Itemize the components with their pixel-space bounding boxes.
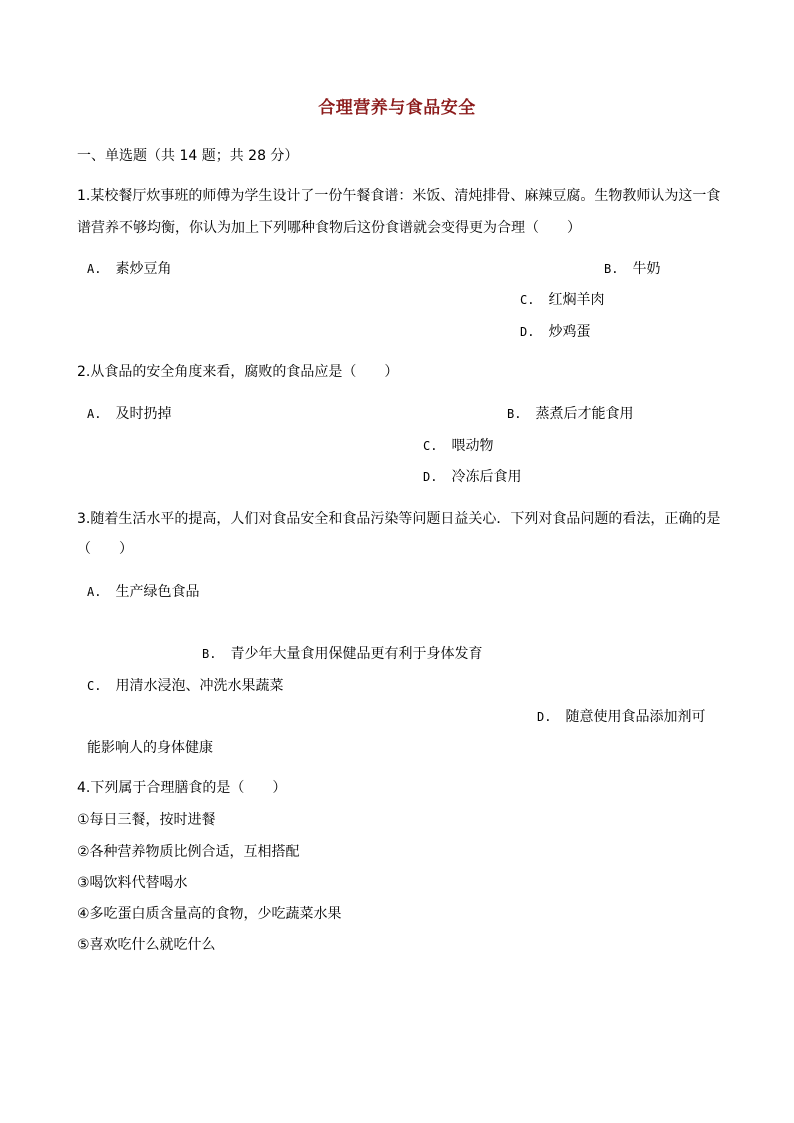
option-text: 及时扔掉	[115, 406, 172, 422]
option-text: 炒鸡蛋	[548, 324, 591, 340]
option-label: B.	[604, 262, 619, 276]
option-text: 用清水浸泡、冲洗水果蔬菜	[115, 678, 284, 694]
question-2-option-b[interactable]	[507, 404, 633, 424]
option-label: A.	[87, 407, 102, 421]
question-4-item-2: ②各种营养物质比例合适，互相搭配	[77, 844, 300, 860]
option-text: 随意使用食品添加剂可	[565, 709, 706, 725]
option-text: 牛奶	[632, 261, 661, 277]
option-label: D.	[537, 710, 552, 724]
option-label: D.	[423, 470, 438, 484]
option-label: C.	[423, 439, 438, 453]
question-1-stem-line-2: 谱营养不够均衡，你认为加上下列哪种食物后这份食谱就会变得更为合理（ ）	[77, 220, 581, 236]
option-text: 喂动物	[451, 438, 494, 454]
option-label: D.	[520, 325, 535, 339]
question-1-option-d[interactable]	[520, 322, 590, 342]
option-text: 生产绿色食品	[115, 584, 200, 600]
question-3-option-d-continuation: 能影响人的身体健康	[87, 740, 213, 756]
question-3-stem-line-1: 3.随着生活水平的提高，人们对食品安全和食品污染等问题日益关心．下列对食品问题的看法，正确的是	[77, 511, 721, 527]
question-2-option-c[interactable]	[423, 436, 493, 456]
question-4-item-1: ①每日三餐，按时进餐	[77, 812, 216, 828]
page-title: 合理营养与食品安全	[318, 98, 476, 118]
question-3-option-c[interactable]	[87, 676, 283, 696]
option-text: 素炒豆角	[115, 261, 172, 277]
question-3-option-b[interactable]	[202, 644, 482, 664]
question-3-stem-line-2: （ ）	[77, 541, 133, 557]
option-label: C.	[87, 679, 102, 693]
question-1-option-a[interactable]	[87, 259, 171, 279]
option-label: B.	[202, 647, 217, 661]
question-4-item-4: ④多吃蛋白质含量高的食物，少吃蔬菜水果	[77, 906, 342, 922]
question-4-stem: 4.下列属于合理膳食的是（ ）	[77, 780, 287, 796]
option-text: 冷冻后食用	[451, 469, 522, 485]
question-1-stem-line-1: 1.某校餐厅炊事班的师傅为学生设计了一份午餐食谱：米饭、清炖排骨、麻辣豆腐。生物教师认为这一食	[77, 188, 721, 204]
question-1-option-b[interactable]	[604, 259, 660, 279]
option-label: A.	[87, 262, 102, 276]
option-text: 蒸煮后才能食用	[535, 406, 634, 422]
section-heading: 一、单选题（共 14 题；共 28 分）	[77, 148, 299, 164]
option-label: B.	[507, 407, 522, 421]
question-3-option-d[interactable]	[537, 707, 705, 727]
option-text: 红焖羊肉	[548, 292, 605, 308]
question-4-item-3: ③喝饮料代替喝水	[77, 875, 188, 891]
question-2-option-a[interactable]	[87, 404, 171, 424]
question-1-option-c[interactable]	[520, 290, 604, 310]
question-2-option-d[interactable]	[423, 467, 521, 487]
option-text: 青少年大量食用保健品更有利于身体发育	[230, 646, 483, 662]
option-label: A.	[87, 585, 102, 599]
question-2-stem: 2.从食品的安全角度来看，腐败的食品应是（ ）	[77, 364, 399, 380]
question-3-option-a[interactable]	[87, 582, 199, 602]
question-4-item-5: ⑤喜欢吃什么就吃什么	[77, 937, 216, 953]
option-label: C.	[520, 293, 535, 307]
